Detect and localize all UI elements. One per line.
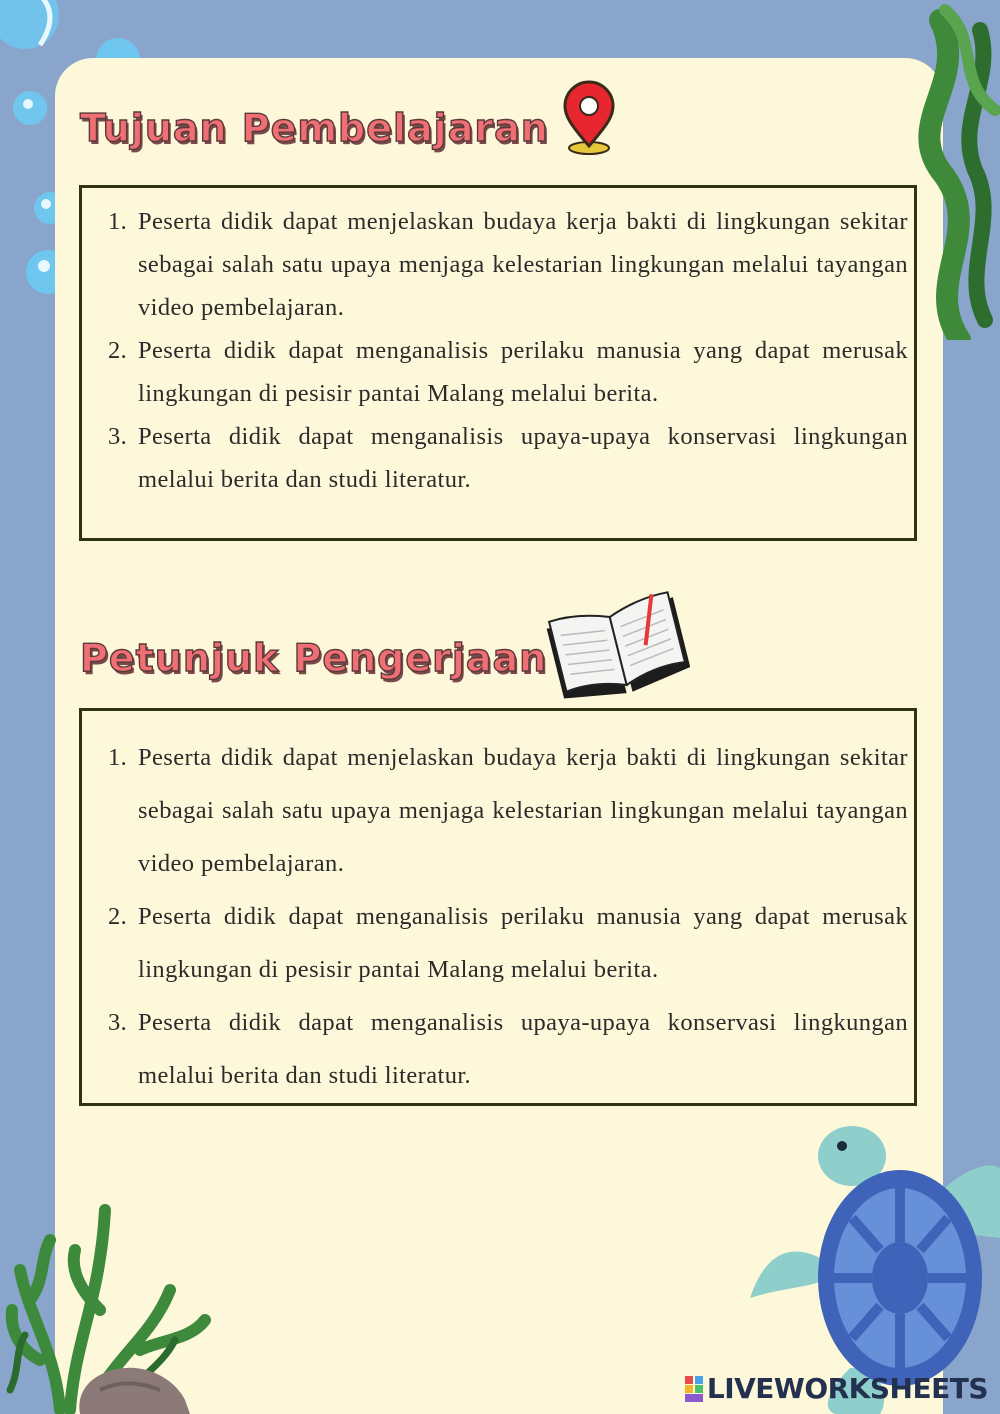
item-number: 1. [108, 744, 128, 771]
item-number: 2. [108, 337, 128, 364]
liveworksheets-badge-icon [685, 1376, 703, 1402]
item-text: Peserta didik dapat menjelaskan budaya kerja bakti di lingkungan sekitar sebagai salah satu upaya menjaga kelestarian lingkungan melalui tayangan video pembelajaran. [138, 744, 908, 877]
list-item [108, 329, 908, 415]
item-number: 2. [108, 903, 128, 930]
item-text: Peserta didik dapat menganalisis upaya-upaya konservasi lingkungan melalui berita dan studi literatur. [138, 423, 908, 493]
list-item [108, 200, 908, 329]
sea-turtle-decoration [740, 1118, 1000, 1414]
item-number: 3. [108, 1009, 128, 1036]
instructions-list [108, 731, 908, 1102]
section-title: Petunjuk Pengerjaan [80, 636, 548, 680]
section-title: Tujuan Pembelajaran [80, 106, 549, 150]
list-item [108, 996, 908, 1102]
item-text: Peserta didik dapat menjelaskan budaya kerja bakti di lingkungan sekitar sebagai salah satu upaya menjaga kelestarian lingkungan melalui tayangan video pembelajaran. [138, 208, 908, 321]
open-book-icon [544, 582, 690, 702]
coral-decoration [0, 1190, 220, 1414]
location-pin-icon [560, 80, 618, 156]
liveworksheets-logo [685, 1372, 988, 1405]
item-text: Peserta didik dapat menganalisis perilaku manusia yang dapat merusak lingkungan di pesisir pantai Malang melalui berita. [138, 903, 908, 983]
learning-objectives-list [108, 200, 908, 501]
watermark-text: LIVEWORKSHEETS [706, 1372, 988, 1405]
list-item [108, 890, 908, 996]
instructions-box [79, 708, 917, 1106]
item-number: 1. [108, 208, 128, 235]
list-item [108, 415, 908, 501]
item-text: Peserta didik dapat menganalisis upaya-upaya konservasi lingkungan melalui berita dan studi literatur. [138, 1009, 908, 1089]
list-item [108, 731, 908, 890]
item-text: Peserta didik dapat menganalisis perilaku manusia yang dapat merusak lingkungan di pesisir pantai Malang melalui berita. [138, 337, 908, 407]
item-number: 3. [108, 423, 128, 450]
learning-objectives-box [79, 185, 917, 541]
